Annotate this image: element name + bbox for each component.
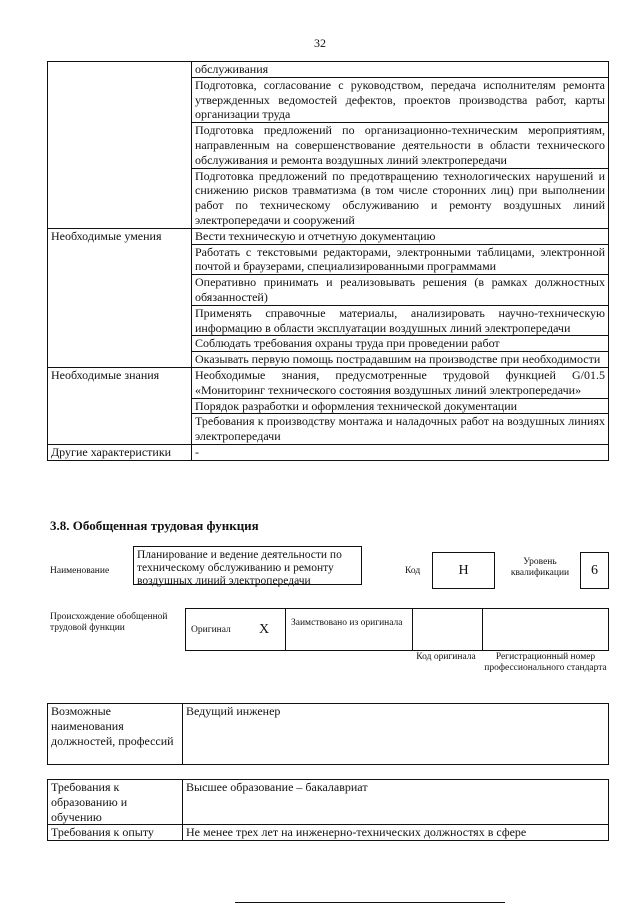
skills-knowledge-table [47, 61, 609, 461]
table-cell: Оказывать первую помощь пострадавшим на производстве при необходимости [192, 352, 609, 368]
table-cell: Применять справочные материалы, анализировать научно-техническую информацию в области эксплуатации воздушных линий электропередачи [192, 305, 609, 336]
education-label: Требования к образованию и обучению [48, 780, 183, 825]
table-cell: - [192, 444, 609, 460]
function-name-box: Планирование и ведение деятельности по техническому обслуживанию и ремонту воздушных линий электропередачи [133, 546, 362, 585]
name-label: Наименование [50, 566, 110, 576]
table-row [48, 367, 609, 398]
table-cell: обслуживания [192, 62, 609, 78]
divider [285, 609, 286, 650]
table-row [48, 444, 609, 460]
education-value: Высшее образование – бакалавриат [183, 780, 609, 825]
table-cell: Подготовка, согласование с руководством, передача исполнителям ремонта утвержденных ведомостей дефектов, проектов производства работ, карты организации труда [192, 77, 609, 122]
divider [482, 609, 483, 650]
table-row [48, 825, 609, 841]
experience-label: Требования к опыту [48, 825, 183, 841]
original-label: Оригинал [191, 625, 231, 635]
table-cell: Порядок разработки и оформления технической документации [192, 398, 609, 414]
code-value-box: H [432, 552, 495, 589]
table-cell: Вести техническую и отчетную документацию [192, 228, 609, 244]
page-number: 32 [314, 36, 326, 50]
table-row [48, 228, 609, 244]
table-row [48, 780, 609, 825]
table-cell: Соблюдать требования охраны труда при проведении работ [192, 336, 609, 352]
borrowed-label: Заимствовано из оригинала [291, 618, 403, 628]
divider [412, 609, 413, 650]
row-label-skills: Необходимые умения [48, 228, 192, 367]
positions-value: Ведущий инженер [183, 704, 609, 765]
divider [235, 902, 505, 903]
table-cell: Работать с текстовыми редакторами, электронными таблицами, электронной почтой и браузерами, специализированными программами [192, 244, 609, 275]
code-label: Код [405, 566, 421, 576]
origin-label: Происхождение обобщенной трудовой функции [50, 612, 168, 633]
table-cell: Подготовка предложений по предотвращению технологических нарушений и снижению рисков травматизма (в том числе сторонних лиц) при выполнении работ по техническому обслуживанию и ремонту воздушных линий электропередачи и сооружений [192, 168, 609, 228]
level-value-box: 6 [580, 552, 609, 589]
table-cell: Необходимые знания, предусмотренные трудовой функцией G/01.5 «Мониторинг технического состояния воздушных линий электропередачи» [192, 367, 609, 398]
code-original-caption: Код оригинала [416, 652, 476, 662]
section-title: 3.8. Обобщенная трудовая функция [50, 518, 259, 533]
level-label: Уровень квалификации [510, 557, 570, 578]
requirements-table [47, 779, 609, 841]
table-cell: Подготовка предложений по организационно-техническим мероприятиям, направленным на совершенствование деятельности в области технического обслуживания и ремонта воздушных линий электропередачи [192, 123, 609, 168]
row-label-other: Другие характеристики [48, 444, 192, 460]
row-label [48, 62, 192, 229]
table-row [48, 62, 609, 78]
positions-label: Возможные наименования должностей, профессий [48, 704, 183, 765]
reg-number-caption: Регистрационный номер профессионального стандарта [484, 652, 607, 673]
table-cell: Оперативно принимать и реализовывать решения (в рамках должностных обязанностей) [192, 275, 609, 306]
table-row [48, 704, 609, 765]
experience-value: Не менее трех лет на инженерно-технических должностях в сфере [183, 825, 609, 841]
positions-table [47, 703, 609, 765]
row-label-knowledge: Необходимые знания [48, 367, 192, 444]
original-mark: X [259, 622, 270, 637]
table-cell: Требования к производству монтажа и наладочных работ на воздушных линиях электропередачи [192, 414, 609, 445]
origin-box [185, 608, 609, 651]
